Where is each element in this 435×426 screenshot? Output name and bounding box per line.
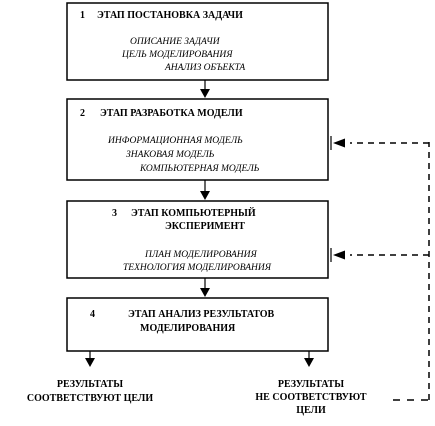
feedback-arrow-stage-2 [333,139,345,148]
stage-2-title: ЭТАП РАЗРАБОТКА МОДЕЛИ [100,108,243,119]
stage-2-item-3: КОМПЬЮТЕРНАЯ МОДЕЛЬ [140,164,260,174]
result-mismatch-line2: НЕ СООТВЕТСТВУЮТ [255,392,367,403]
arrow-to-mismatch [304,358,314,367]
stage-1-number: 1 [80,10,85,21]
stage-1-box [67,3,328,80]
arrow-2-3 [200,191,210,200]
stage-3-title-line2: ЭКСПЕРИМЕНТ [165,221,245,232]
result-mismatch-line3: ЦЕЛИ [296,405,326,416]
stage-3-title-line1: ЭТАП КОМПЬЮТЕРНЫЙ [131,208,256,219]
stage-1-item-1: ОПИСАНИЕ ЗАДАЧИ [130,37,220,47]
stage-3-item-2: ТЕХНОЛОГИЯ МОДЕЛИРОВАНИЯ [123,263,271,273]
stage-3-number: 3 [112,208,117,219]
stage-2-item-1: ИНФОРМАЦИОННАЯ МОДЕЛЬ [108,136,243,146]
stage-4-title-line1: ЭТАП АНАЛИЗ РЕЗУЛЬТАТОВ [128,309,275,320]
stage-2-item-2: ЗНАКОВАЯ МОДЕЛЬ [126,150,215,160]
feedback-arrow-stage-3 [333,251,345,260]
stage-2-number: 2 [80,108,85,119]
arrow-to-match [85,358,95,367]
stage-3-box [67,201,328,278]
result-match-line1: РЕЗУЛЬТАТЫ [56,379,124,390]
arrow-1-2 [200,89,210,98]
stage-4-box [67,298,328,351]
stage-1-item-2: ЦЕЛЬ МОДЕЛИРОВАНИЯ [122,50,233,60]
stage-4-title-line2: МОДЕЛИРОВАНИЯ [140,323,236,334]
stage-1-item-3: АНАЛИЗ ОБЪЕКТА [165,63,246,73]
stage-4-number: 4 [90,309,95,320]
stage-1-title: ЭТАП ПОСТАНОВКА ЗАДАЧИ [97,10,243,21]
stage-3-item-1: ПЛАН МОДЕЛИРОВАНИЯ [145,250,257,260]
stage-2-box [67,99,328,180]
result-mismatch-line1: РЕЗУЛЬТАТЫ [277,379,345,390]
result-match-line2: СООТВЕТСТВУЮТ ЦЕЛИ [26,393,154,404]
arrow-3-4 [200,288,210,297]
